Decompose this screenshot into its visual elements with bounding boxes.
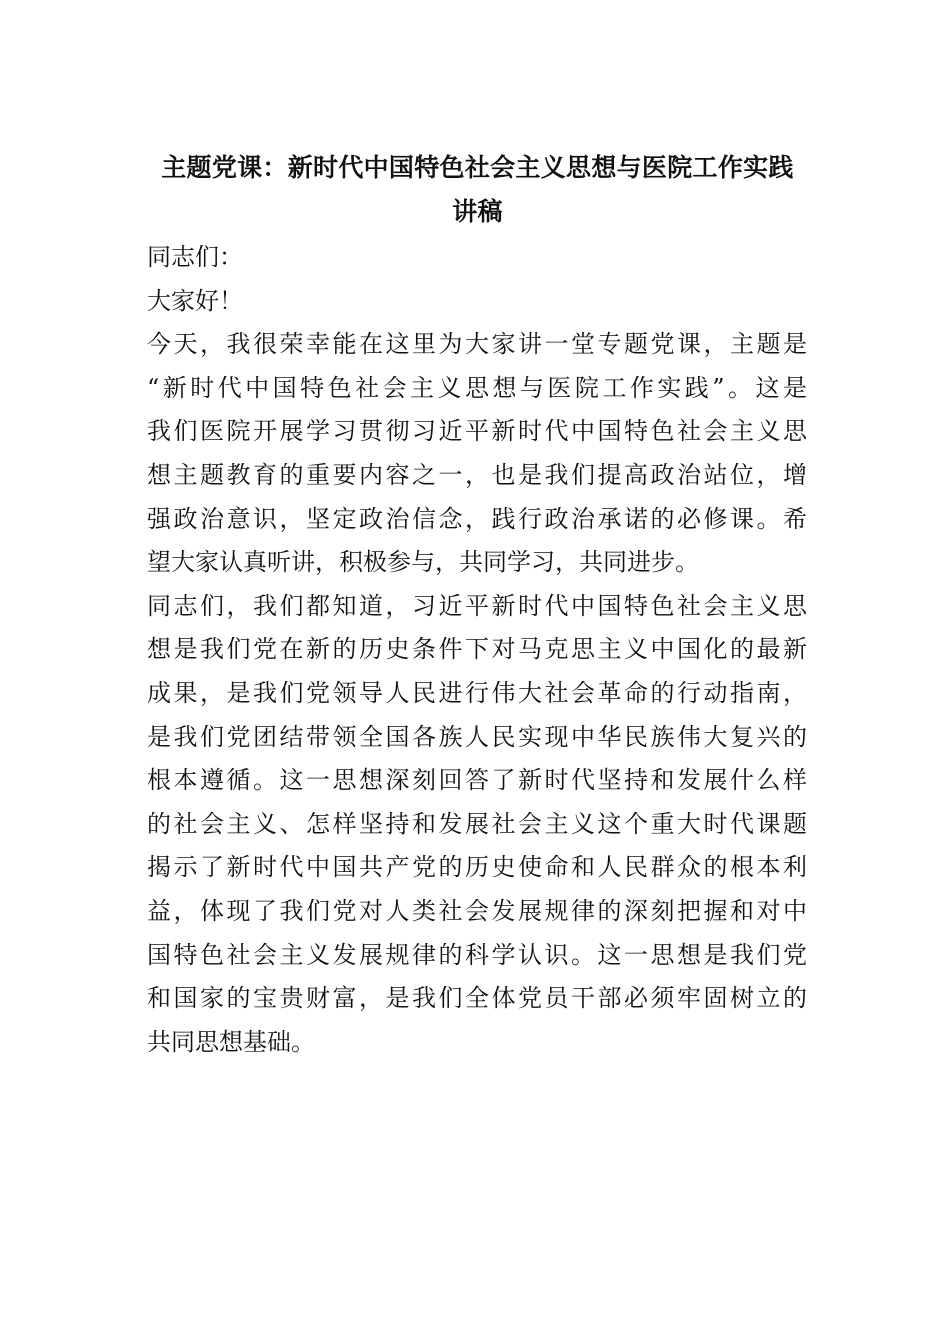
paragraph-2-line: 的社会主义、怎样坚持和发展社会主义这个重大时代课题 (147, 809, 807, 838)
paragraph-2 (147, 585, 807, 1065)
paragraph-1-line: 今天，我很荣幸能在这里为大家讲一堂专题党课，主题是 (147, 330, 807, 359)
paragraph-2-line: 益，体现了我们党对人类社会发展规律的深刻把握和对中 (147, 896, 807, 925)
title-line-2: 讲稿 (452, 197, 503, 226)
document-body (147, 236, 807, 1064)
salutation: 同志们： (147, 243, 243, 271)
paragraph-1-line: 我们医院开展学习贯彻习近平新时代中国特色社会主义思 (147, 417, 807, 446)
paragraph-2-line: 想是我们党在新的历史条件下对马克思主义中国化的最新 (147, 635, 807, 664)
paragraph-2-line: 是我们党团结带领全国各族人民实现中华民族伟大复兴的 (147, 722, 807, 751)
paragraph-2-line: 和国家的宝贵财富，是我们全体党员干部必须牢固树立的 (147, 984, 807, 1013)
paragraph-1-line: 想主题教育的重要内容之一，也是我们提高政治站位，增 (147, 460, 807, 489)
paragraph-2-line: 根本遵循。这一思想深刻回答了新时代坚持和发展什么样 (147, 766, 807, 795)
paragraph-1-line: 强政治意识，坚定政治信念，践行政治承诺的必修课。希 (147, 504, 807, 533)
paragraph-2-line: 揭示了新时代中国共产党的历史使命和人民群众的根本利 (147, 853, 807, 882)
paragraph-1-line: “新时代中国特色社会主义思想与医院工作实践”。这是 (147, 373, 807, 402)
paragraph-2-line: 成果，是我们党领导人民进行伟大社会革命的行动指南， (147, 678, 807, 707)
document-title (150, 146, 805, 234)
greeting: 大家好！ (147, 286, 243, 315)
paragraph-1-line: 望大家认真听讲，积极参与，共同学习，共同进步。 (147, 548, 699, 577)
paragraph-1 (147, 323, 807, 585)
paragraph-2-line: 国特色社会主义发展规律的科学认识。这一思想是我们党 (147, 940, 807, 969)
paragraph-2-line: 共同思想基础。 (147, 1027, 315, 1056)
title-line-1: 主题党课：新时代中国特色社会主义思想与医院工作实践 (161, 153, 794, 182)
paragraph-2-line: 同志们，我们都知道，习近平新时代中国特色社会主义思 (147, 591, 807, 620)
